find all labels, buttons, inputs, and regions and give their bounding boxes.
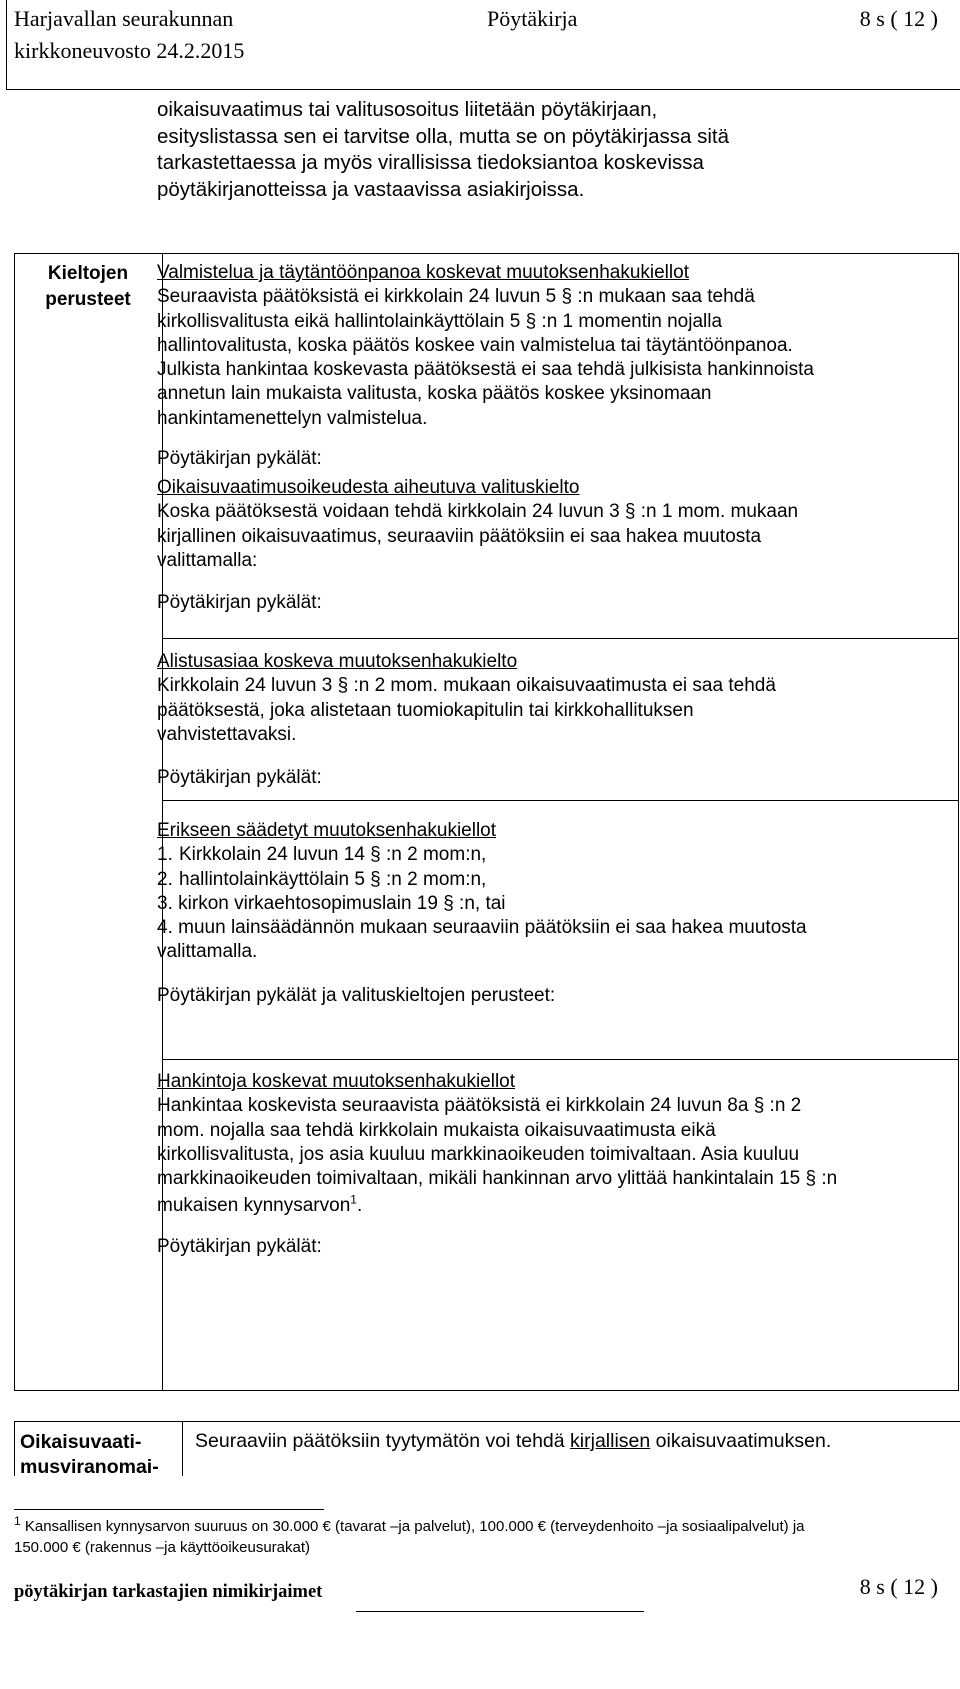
section-erikseen-saadetyt — [157, 819, 942, 965]
table-column-divider — [182, 1421, 183, 1476]
intro-line: tarkastettaessa ja myös virallisissa tiedoksiantoa koskevissa — [157, 151, 704, 174]
footnote-text: Kansallisen kynnysarvon suuruus on 30.000 € (tavarat –ja palvelut), 100.000 € (terveydenhoito –ja sosiaalipalvelut) ja — [20, 1518, 805, 1535]
section-line: vahvistettavaksi. — [157, 723, 297, 745]
row-text — [195, 1430, 831, 1453]
section-alistusasia — [157, 650, 942, 747]
section-pykalat: Pöytäkirjan pykälät: — [157, 592, 322, 613]
row-text-part: oikaisuvaatimuksen. — [650, 1430, 832, 1452]
row-label-line: musviranomai- — [20, 1456, 159, 1478]
header-bottom-rule — [6, 89, 960, 90]
section-line: hallintovalitusta, koska päätös koskee vain valmistelua tai täytäntöönpanoa. — [157, 334, 793, 356]
row-label — [14, 261, 162, 313]
footnote-reference[interactable]: 1 — [350, 1193, 357, 1208]
list-item-text: Kirkkolain 24 luvun 14 § :n 2 mom:n, — [179, 844, 487, 866]
section-heading: Oikaisuvaatimusoikeudesta aiheutuva valituskielto — [157, 477, 580, 498]
list-item-number: 3. — [157, 892, 173, 914]
section-line: päätöksestä, joka alistetaan tuomiokapitulin tai kirkkohallituksen — [157, 699, 694, 721]
section-oikaisuvaatimus — [157, 476, 942, 573]
section-line: Hankintaa koskevista seuraavista päätöksistä ei kirkkolain 24 luvun 8a § :n 2 — [157, 1095, 802, 1117]
intro-paragraph — [157, 97, 927, 203]
list-item-number: 4. — [157, 917, 173, 939]
table-row-divider — [162, 800, 959, 801]
table-border-bottom — [14, 1390, 959, 1391]
footnote — [14, 1516, 944, 1558]
row-label-line: Oikaisuvaati- — [20, 1431, 142, 1453]
table-border-top — [14, 1421, 960, 1422]
footnote-line: 150.000 € (rakennus –ja käyttöoikeusurakat) — [14, 1539, 311, 1556]
signature-line — [356, 1611, 644, 1612]
list-item-number: 1. — [157, 844, 173, 866]
section-line: valittamalla: — [157, 549, 258, 571]
section-heading: Alistusasiaa koskeva muutoksenhakukielto — [157, 651, 518, 672]
section-text: mukaisen kynnysarvon — [157, 1195, 351, 1217]
section-pykalat: Pöytäkirjan pykälät ja valituskieltojen perusteet: — [157, 985, 556, 1006]
intro-line: esityslistassa sen ei tarvitse olla, mutta se on pöytäkirjassa sitä — [157, 124, 729, 148]
footnote-marker: 1 — [14, 1514, 21, 1528]
list-item-text: hallintolainkäyttölain 5 § :n 2 mom:n, — [179, 868, 487, 890]
list-item-text: kirkon virkaehtosopimuslain 19 § :n, tai — [178, 892, 506, 914]
header-page-number: 8 s ( 12 ) — [859, 6, 938, 31]
section-pykalat: Pöytäkirjan pykälät: — [157, 767, 322, 788]
page-header — [0, 0, 960, 90]
table-row-divider — [162, 1059, 959, 1060]
section-pykalat: Pöytäkirjan pykälät: — [157, 1236, 322, 1257]
footer-page-number: 8 s ( 12 ) — [859, 1574, 938, 1599]
section-line: annetun lain mukaista valitusta, koska päätös koskee yksinomaan — [157, 383, 712, 405]
table-row-divider — [162, 638, 959, 639]
section-hankinnat — [157, 1070, 942, 1219]
section-line: Julkista hankintaa koskevasta päätöksestä ei saa tehdä julkisista hankinnoista — [157, 359, 814, 381]
row-text-underlined: kirjallisen — [570, 1430, 651, 1452]
row-label-line: perusteet — [45, 289, 131, 310]
section-heading: Erikseen säädetyt muutoksenhakukiellot — [157, 820, 497, 841]
section-text: . — [356, 1195, 363, 1217]
header-left-rule — [6, 0, 7, 90]
list-item — [157, 868, 942, 892]
section-pykalat: Pöytäkirjan pykälät: — [157, 448, 322, 469]
header-organization: Harjavallan seurakunnan — [14, 6, 234, 31]
list-item-number: 2. — [157, 868, 173, 890]
section-line: kirjallinen oikaisuvaatimus, seuraaviin päätöksiin ei saa hakea muutosta — [157, 525, 762, 547]
section-line: markkinaoikeuden toimivaltaan, mikäli hankinnan arvo ylittää hankintalain 15 § :n — [157, 1168, 838, 1190]
list-item — [157, 916, 942, 940]
row-label — [20, 1430, 159, 1480]
section-heading: Valmistelua ja täytäntöönpanoa koskevat muutoksenhakukiellot — [157, 262, 689, 283]
oikaisuvaatimus-table — [14, 1421, 960, 1476]
table-border-top — [14, 253, 959, 254]
table-border-left — [14, 253, 15, 1391]
table-border-left — [14, 1421, 15, 1476]
footnote-line — [14, 1516, 944, 1537]
row-label-line: Kieltojen — [47, 263, 129, 284]
section-heading: Hankintoja koskevat muutoksenhakukiellot — [157, 1071, 516, 1092]
table-border-right — [958, 253, 959, 1391]
section-line: kirkollisvalitusta eikä hallintolainkäyttölain 5 § :n 1 momentin nojalla — [157, 310, 723, 332]
section-line: mom. nojalla saa tehdä kirkkolain mukaista oikaisuvaatimusta eikä — [157, 1119, 716, 1141]
list-item — [157, 892, 942, 916]
section-line: Kirkkolain 24 luvun 3 § :n 2 mom. mukaan oikaisuvaatimusta ei saa tehdä — [157, 675, 776, 697]
footer-signature-label: pöytäkirjan tarkastajien nimikirjaimet — [14, 1582, 323, 1602]
section-line: kirkollisvalitusta, jos asia kuuluu markkinaoikeuden toimivaltaan. Asia kuuluu — [157, 1143, 800, 1165]
header-meeting-body: kirkkoneuvosto 24.2.2015 — [14, 38, 245, 63]
section-line — [157, 1194, 942, 1218]
section-line: Koska päätöksestä voidaan tehdä kirkkolain 24 luvun 3 § :n 1 mom. mukaan — [157, 501, 799, 523]
intro-line: oikaisuvaatimus tai valitusosoitus liitetään pöytäkirjaan, — [157, 98, 658, 121]
intro-line: pöytäkirjanotteissa ja vastaavissa asiakirjoissa. — [157, 177, 585, 201]
section-line: hankintamenettelyn valmistelua. — [157, 407, 428, 429]
section-line: Seuraavista päätöksistä ei kirkkolain 24 luvun 5 § :n mukaan saa tehdä — [157, 286, 755, 308]
list-item-text: muun lainsäädännön mukaan seuraaviin päätöksiin ei saa hakea muutosta — [178, 917, 807, 939]
footnote-separator — [14, 1509, 324, 1510]
list-item — [157, 843, 942, 867]
row-text-part: Seuraaviin päätöksiin tyytymätön voi tehdä — [195, 1430, 571, 1452]
section-valmistelu — [157, 261, 942, 431]
header-doc-type: Pöytäkirja — [487, 6, 578, 31]
section-line: valittamalla. — [157, 941, 258, 963]
